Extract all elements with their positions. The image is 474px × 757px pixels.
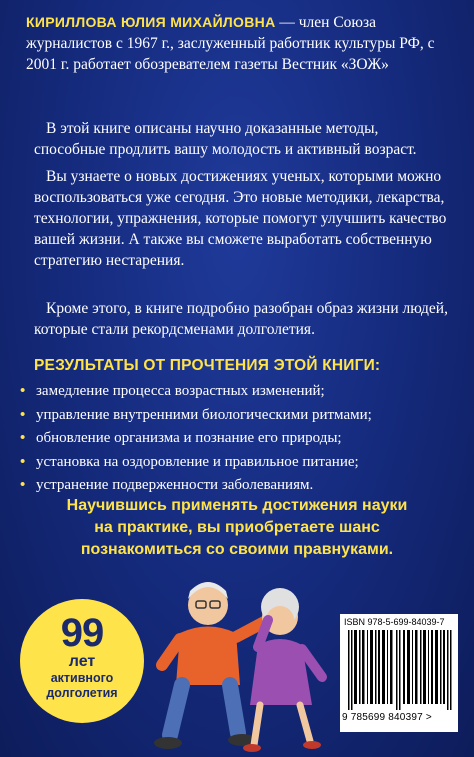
- barcode-box: [340, 614, 458, 732]
- author-description: — член Союза журналистов с 1967 г., заслуженный работник культуры РФ, с 2001 г. работает обозревателем газеты Вестник «ЗОЖ»: [26, 14, 435, 73]
- author-bio: [26, 12, 456, 75]
- list-item: [18, 451, 468, 475]
- barcode-digits: 9 785699 840397 >: [342, 712, 432, 723]
- bullet-icon: •: [20, 406, 26, 423]
- barcode-icon: [348, 630, 452, 710]
- list-item-text: управление внутренними биологическими ритмами;: [36, 406, 372, 423]
- achievements-paragraph-text: Вы узнаете о новых достижениях ученых, которыми можно воспользоваться уже сегодня. Это новые методики, лекарства, технологии, упражнения, которые помогут улучшить качество вашей жизни. А также вы сможете выработать собственную стратегию нестарения.: [34, 168, 447, 269]
- results-title: РЕЗУЛЬТАТЫ ОТ ПРОЧТЕНИЯ ЭТОЙ КНИГИ:: [34, 357, 381, 374]
- callout-line: на практике, вы приобретаете шанс: [94, 519, 380, 536]
- badge-line-3: долголетия: [46, 686, 118, 700]
- intro-paragraph: [34, 118, 452, 160]
- callout-line: Научившись применять достижения науки: [66, 497, 408, 514]
- badge-line-2: активного: [50, 671, 114, 685]
- isbn-text: ISBN 978-5-699-84039-7: [344, 617, 445, 627]
- list-item-text: замедление процесса возрастных изменений;: [36, 383, 325, 399]
- lifestyle-paragraph-text: Кроме этого, в книге подробно разобран образ жизни людей, которые стали рекордсменами долголетия.: [34, 300, 448, 338]
- dancing-couple-illustration: [150, 565, 330, 755]
- bullet-icon: •: [20, 430, 26, 446]
- bullet-icon: •: [20, 477, 26, 493]
- list-item-text: устранение подверженности заболеваниям.: [36, 477, 314, 493]
- callout-text: [20, 495, 454, 561]
- list-item: [18, 427, 468, 451]
- callout-line: познакомиться со своими правнуками.: [80, 541, 394, 558]
- list-item-text: установка на оздоровление и правильное питание;: [36, 453, 359, 470]
- author-name: КИРИЛЛОВА ЮЛИЯ МИХАЙЛОВНА: [26, 14, 276, 30]
- results-list: [18, 380, 468, 498]
- bullet-icon: •: [20, 383, 26, 399]
- longevity-badge: [20, 599, 144, 723]
- list-item: [18, 474, 468, 498]
- list-item: [18, 404, 468, 428]
- badge-number: 99: [60, 611, 104, 655]
- intro-paragraph-text: В этой книге описаны научно доказанные методы, способные продлить вашу молодость и активный возраст.: [34, 120, 417, 158]
- list-item-text: обновление организма и познание его природы;: [36, 430, 342, 446]
- badge-line-1: лет: [68, 653, 96, 670]
- bullet-icon: •: [20, 453, 26, 470]
- achievements-paragraph: [34, 166, 452, 271]
- lifestyle-paragraph: [34, 298, 452, 340]
- list-item: [18, 380, 468, 404]
